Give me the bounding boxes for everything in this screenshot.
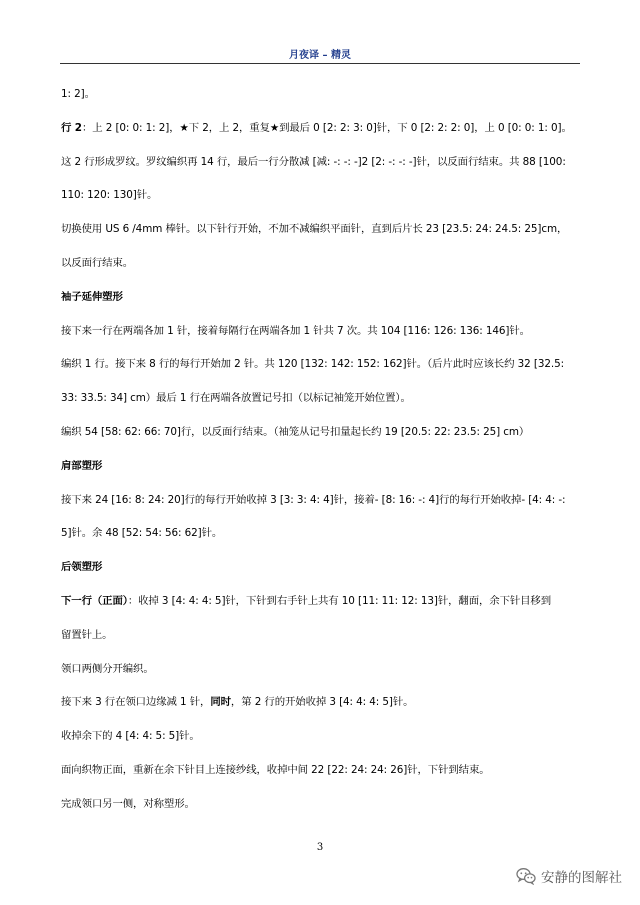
bold-text: 肩部塑形 [61,459,103,472]
text-run: 接下来 24 [16: 8: 24: 20]行的每行开始收掉 3 [3: 3: 4: 4]针，接着- [8: 16: -: 4]行的每行开始收掉- [4: 4: -: [61,493,566,506]
text-run: 33: 33.5: 34] cm）最后 1 行在两端各放置记号扣（以标记袖笼开始位置）。 [61,392,411,405]
text-line [61,152,581,186]
text-run: 1: 2]。 [61,88,95,100]
text-line [61,253,581,287]
text-run: 收掉余下的 4 [4: 4: 5: 5]针。 [61,730,200,743]
text-run: 留置针上。 [61,628,113,641]
text-run: 5]针。余 48 [52: 54: 56: 62]针。 [61,527,223,540]
bold-text: 后领塑形 [61,561,103,574]
text-run: 以反面行结束。 [61,256,134,269]
text-line [61,118,581,152]
page-number: 3 [316,842,324,853]
text-line [61,794,581,828]
text-run: 领口两侧分开编织。 [61,662,154,675]
bold-text: 行 2 [61,121,82,134]
text-run: 110: 120: 130]针。 [61,189,158,202]
text-line [61,760,581,794]
text-run: ，第 2 行的开始收掉 3 [4: 4: 4: 5]针。 [230,696,414,709]
text-run: 接下来一行在两端各加 1 针，接着每隔行在两端各加 1 针共 7 次。共 104 [116: 126: 136: 146]针。 [61,324,530,337]
text-line [61,659,581,693]
document-body [61,84,581,828]
text-run: 面向织物正面，重新在余下针目上连接纱线，收掉中间 22 [22: 24: 24: 26]针，下针到结束。 [61,763,490,776]
text-run: ：上 2 [0: 0: 1: 2]，★下 2，上 2，重复★到最后 0 [2: 2: 3: 0]针，下 0 [2: 2: 2: 0]，上 0 [0: 0: 1: 0]。 [81,121,572,134]
header-divider [60,63,580,64]
text-line [61,219,581,253]
text-line [61,557,581,591]
text-run: ：收掉 3 [4: 4: 4: 5]针，下针到右手针上共有 10 [11: 11: 12: 13]针，翻面，余下针目移到 [127,594,552,607]
text-line [61,625,581,659]
text-run: 编织 1 行。接下来 8 行的每行开始加 2 针。共 120 [132: 142: 152: 162]针。（后片此时应该长约 32 [32.5: [61,358,564,371]
bold-text: 同时 [210,696,231,709]
bold-text: 袖子延伸塑形 [61,290,123,303]
text-line [61,287,581,321]
brand-name: 安静的图解社 [541,870,622,886]
text-line [61,591,581,625]
text-line [61,523,581,557]
text-line [61,354,581,388]
bold-text: 下一行（正面） [61,594,128,607]
text-line [61,726,581,760]
text-run: 完成领口另一侧，对称塑形。 [61,797,195,810]
text-line [61,490,581,524]
page-header: 月夜译 – 精灵 [289,50,351,61]
text-line [61,692,581,726]
text-run: 切换使用 US 6 /4mm 棒针。以下针行开始，不加不减编织平面针，直到后片长 23 [23.5: 24: 24.5: 25]cm， [61,223,568,236]
text-line [61,422,581,456]
text-run: 接下来 3 行在领口边缘减 1 针， [61,696,211,709]
text-line [61,321,581,355]
text-run: 这 2 行形成罗纹。罗纹编织再 14 行，最后一行分散减 [减: -: -: -]2 [2: -: -: -]针，以反面行结束。共 88 [100: [61,155,566,168]
text-line [61,456,581,490]
text-line [61,84,581,118]
text-line [61,185,581,219]
wechat-icon [516,867,536,885]
text-run: 编织 54 [58: 62: 66: 70]行，以反面行结束。（袖笼从记号扣量起长约 19 [20.5: 22: 23.5: 25] cm） [61,425,530,438]
brand-watermark [516,866,622,886]
text-line [61,388,581,422]
